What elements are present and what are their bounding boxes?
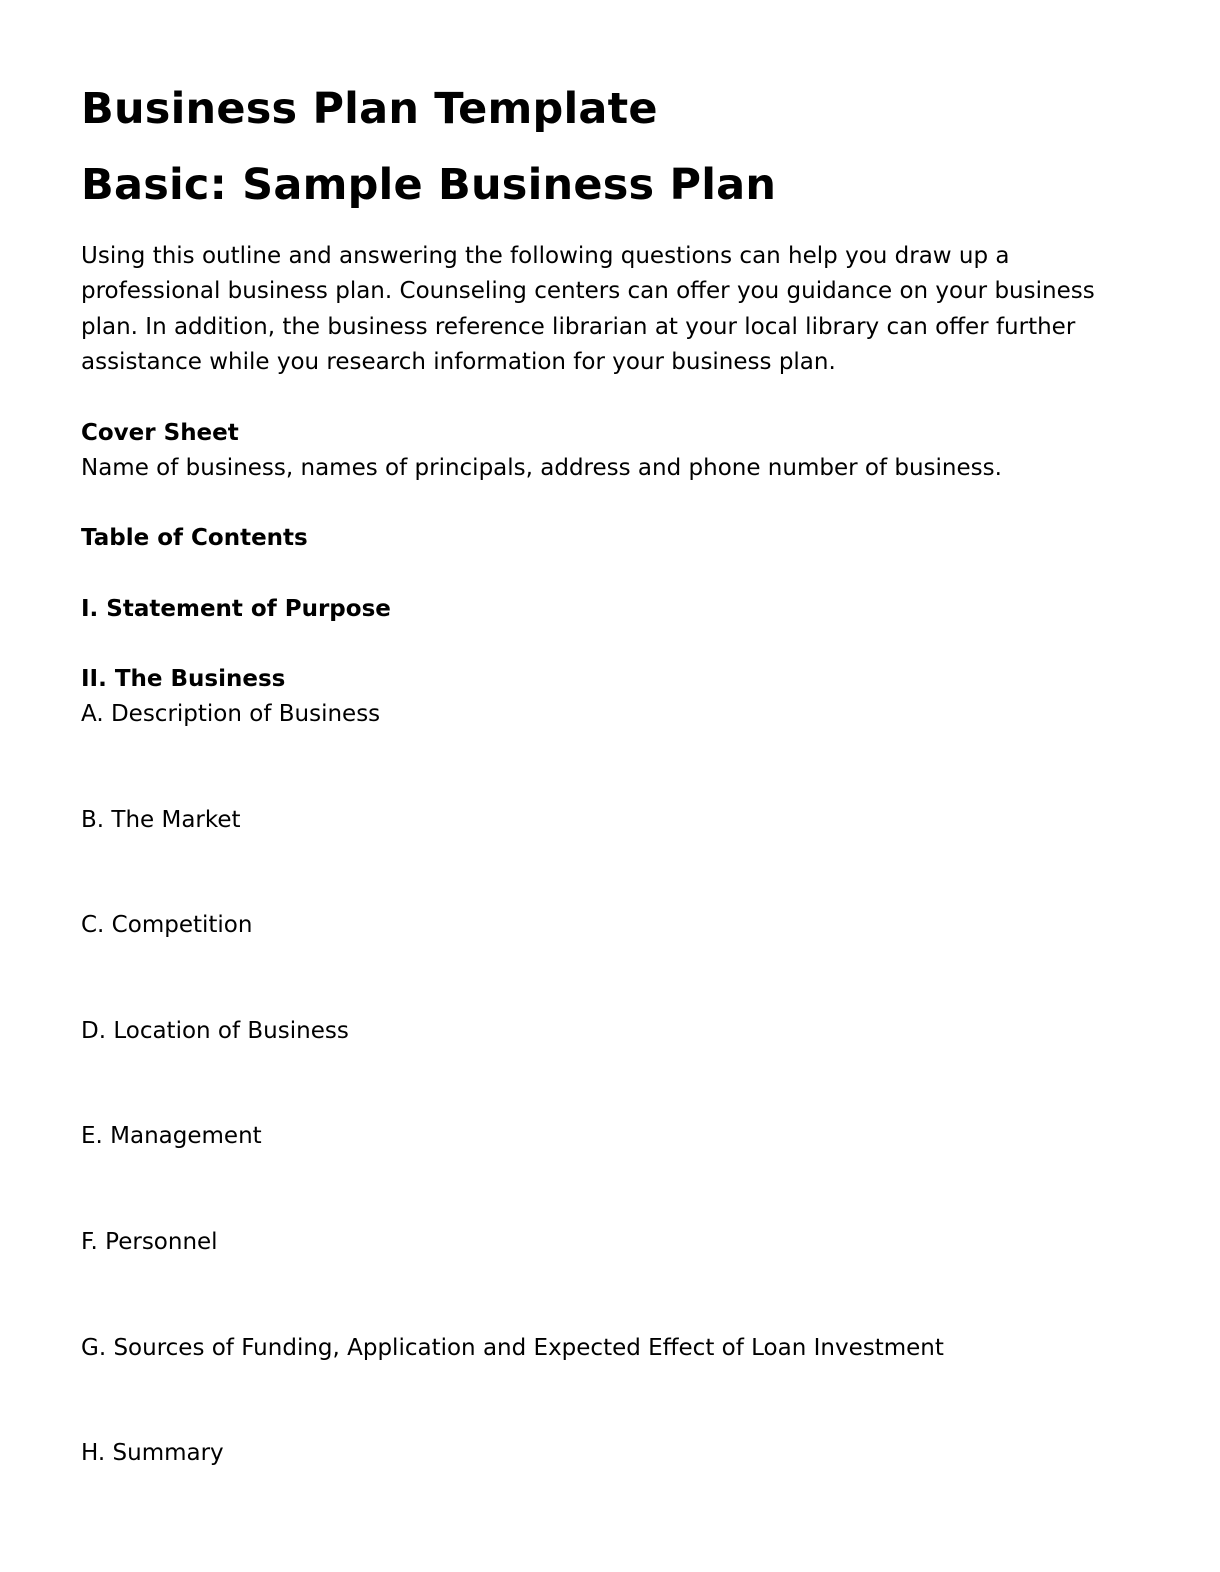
list-item-management: E. Management: [81, 1123, 262, 1149]
intro-line: plan. In addition, the business reference librarian at your local library can offer further: [81, 313, 1076, 340]
intro-line: professional business plan. Counseling centers can offer you guidance on your business: [81, 278, 1095, 305]
list-item-the-market: B. The Market: [81, 807, 241, 833]
section-heading-statement-of-purpose: I. Statement of Purpose: [81, 596, 391, 622]
list-item-personnel: F. Personnel: [81, 1229, 218, 1255]
cover-sheet-heading: Cover Sheet: [81, 420, 239, 446]
list-item-location-of-business: D. Location of Business: [81, 1018, 349, 1044]
list-item-competition: C. Competition: [81, 912, 253, 938]
list-item-summary: H. Summary: [81, 1440, 224, 1466]
document-title: Business Plan Template: [81, 84, 658, 134]
cover-sheet-text: Name of business, names of principals, address and phone number of business.: [81, 455, 1002, 481]
document-subtitle: Basic: Sample Business Plan: [81, 160, 777, 210]
list-item-description-of-business: A. Description of Business: [81, 701, 381, 727]
toc-heading: Table of Contents: [81, 525, 308, 551]
section-heading-the-business: II. The Business: [81, 666, 286, 692]
intro-paragraph: [81, 239, 1141, 380]
list-item-sources-of-funding: G. Sources of Funding, Application and Expected Effect of Loan Investment: [81, 1335, 944, 1361]
intro-line: Using this outline and answering the following questions can help you draw up a: [81, 243, 1010, 269]
intro-line: assistance while you research information for your business plan.: [81, 348, 836, 375]
